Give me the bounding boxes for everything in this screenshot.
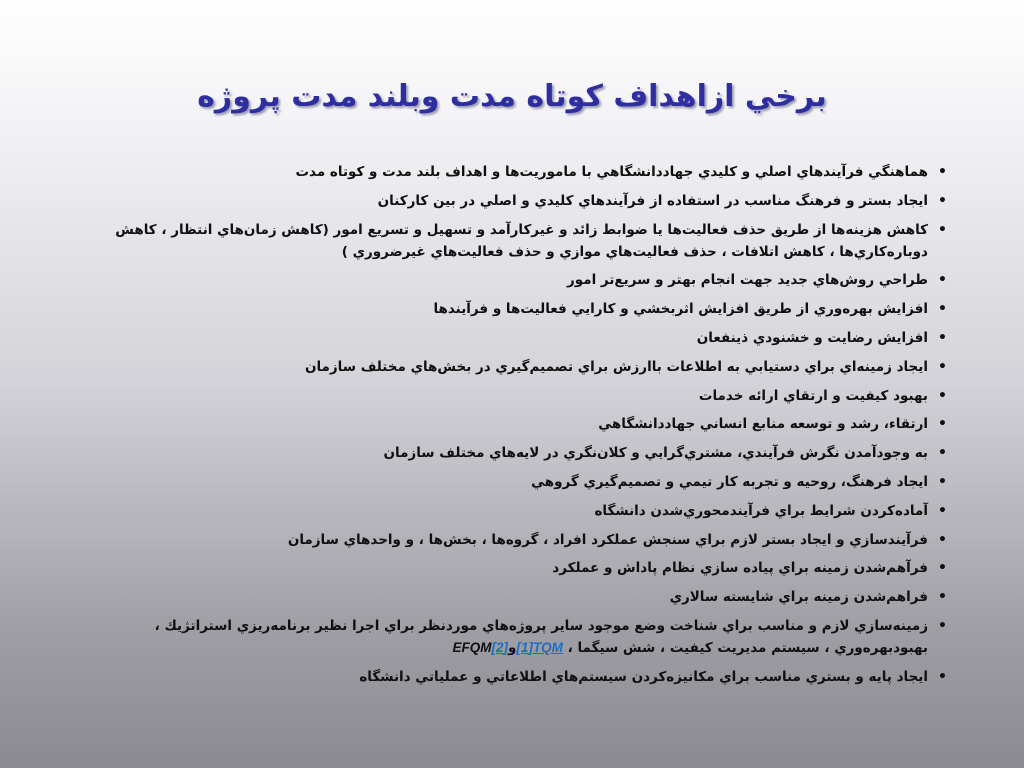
bullet-icon: • (938, 416, 947, 433)
bullet-text: زمينه‌سازي لازم و مناسب براي شناخت وضع موجود ساير پروژه‌هاي موردنظر براي اجرا نظير برنامه‌ريزي استراتژيك ، بهبودبهره‌وري ، سيستم مديريت كيفيت ، شش سيگما ، (154, 617, 928, 656)
bullet-text: فرآهم‌شدن زمينه براي پياده سازي نظام پاداش و عملكرد (552, 560, 928, 577)
bullet-text: آماده‌كردن شرايط براي فرآيندمحوري‌شدن دانشگاه (594, 502, 928, 519)
list-item (82, 161, 950, 183)
bullet-icon: • (938, 272, 947, 289)
bullet-text: فرآيندسازي و ايجاد بستر لازم براي سنجش عملكرد افراد ، گروه‌ها ، بخش‌ها ، و واحدهاي سازمان (287, 531, 928, 548)
bullet-text: فراهم‌شدن زمينه براي شايسته سالاري (669, 589, 928, 606)
bullet-icon: • (938, 192, 947, 209)
list-item (82, 190, 950, 212)
bullet-text: ايجاد پايه و بستري مناسب براي مكانيزه‌كردن سيستم‌هاي اطلاعاتي و عملياتي دانشگاه (359, 668, 928, 685)
bullet-icon: • (938, 387, 947, 404)
bullet-icon: • (938, 560, 947, 577)
bullet-icon: • (938, 617, 947, 634)
list-item (82, 219, 950, 263)
efqm-text: EFQM (452, 639, 492, 655)
list-item (82, 615, 950, 659)
bullet-text: ايجاد بستر و فرهنگ مناسب در استفاده از فرآيندهاي كليدي و اصلي در بين كاركنان (377, 192, 928, 209)
list-item (82, 269, 950, 291)
bullet-text: ايجاد فرهنگ، روحيه و تجربه كار تيمي و تصميم‌گيري گروهي (531, 473, 928, 490)
bullet-icon: • (938, 164, 947, 180)
list-item (82, 356, 950, 378)
bullet-text: كاهش هزينه‌ها از طريق حذف فعاليت‌ها يا ضوابط زائد و غيركارآمد و تسهيل و تسريع امور (كاهش زمان‌هاي انتظار ، كاهش دوباره‌كاري‌ها ، كاهش اتلافات ، حذف فعاليت‌هاي موازي و حذف فعاليت‌هاي غيرضروري ) (115, 221, 928, 260)
bullet-icon: • (938, 502, 947, 519)
bullet-text: افزايش بهره‌وري از طريق افزايش اثربخشي و كارايي فعاليت‌ها و فرآيندها (433, 301, 928, 318)
bullet-list (82, 161, 950, 695)
bullet-icon: • (938, 473, 947, 490)
list-item (82, 471, 950, 493)
bullet-text: ارتقاء، رشد و توسعه منابع انساني جهاددانشگاهي (598, 416, 928, 433)
bullet-icon: • (938, 358, 947, 375)
list-item (82, 529, 950, 551)
bullet-icon: • (938, 445, 947, 462)
bullet-icon: • (938, 221, 947, 238)
list-item (82, 500, 950, 522)
list-item (82, 666, 950, 688)
bullet-text: هماهنگي فرآيندهاي اصلي و كليدي جهاددانشگاهي با ماموريت‌ها و اهداف بلند مدت و كوتاه مدت (295, 164, 928, 180)
list-item (82, 413, 950, 435)
list-item (82, 442, 950, 464)
footnote-link-1[interactable]: [1] (516, 639, 533, 655)
bullet-icon: • (938, 329, 947, 346)
bullet-text: افزايش رضايت و خشنودي ذينفعان (696, 329, 928, 346)
bullet-text: به وجودآمدن نگرش فرآيندي، مشتري‌گرايي و كلان‌نگري در لايه‌هاي مختلف سازمان (383, 445, 928, 462)
footnote-link-2[interactable]: [2] (491, 639, 509, 655)
bullet-icon: • (938, 589, 947, 606)
bullet-icon: • (938, 301, 947, 318)
list-item (82, 385, 950, 407)
bullet-icon: • (938, 531, 947, 548)
conjunction-text: و (508, 639, 517, 656)
list-item (82, 586, 950, 608)
bullet-icon: • (938, 668, 947, 685)
bullet-text: ايجاد زمينه‌اي براي دستيابي به اطلاعات باارزش براي تصميم‌گيري در بخش‌هاي مختلف سازمان (304, 358, 928, 375)
list-item (82, 557, 950, 579)
tqm-link[interactable]: TQM (532, 639, 563, 655)
bullet-text: بهبود كيفيت و ارتقاي ارائه خدمات (698, 387, 928, 404)
list-item (82, 298, 950, 320)
bullet-text: طراحي روش‌هاي جديد جهت انجام بهتر و سريع‌تر امور (567, 272, 928, 289)
list-item (82, 327, 950, 349)
slide-title: برخي ازاهداف كوتاه مدت وبلند مدت پروژه (197, 79, 827, 114)
